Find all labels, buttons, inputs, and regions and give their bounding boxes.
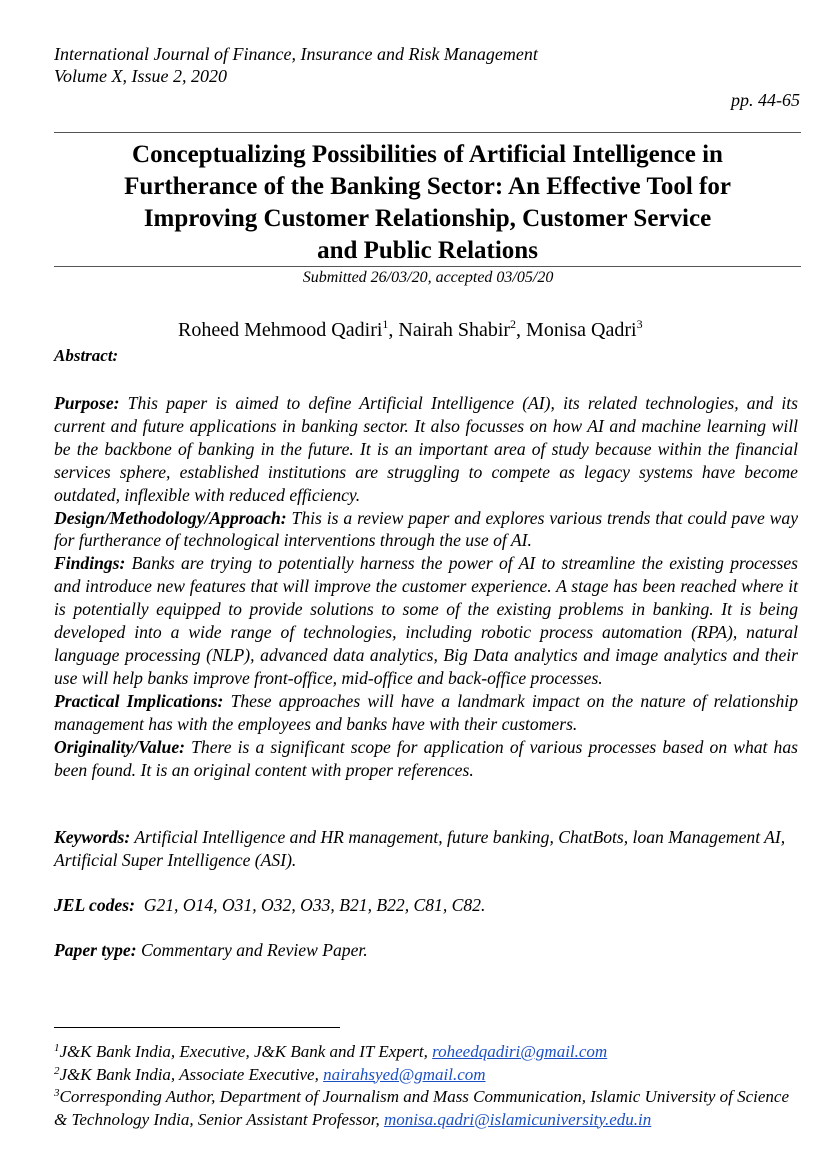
author-list: Roheed Mehmood Qadiri$^1$, Nairah Shabir$^2$, Monisa Qadri$^3$	[178, 317, 643, 341]
jel-codes	[54, 894, 798, 917]
practical-text: These approaches will have a landmark impact on the nature of relationship management has with the employees and banks have with their customers.	[54, 690, 798, 734]
author-affiliation-mark: 3	[636, 317, 643, 331]
title-line: Conceptualizing Possibilities of Artificial Intelligence in	[132, 141, 723, 168]
author-name: Monisa Qadri	[526, 319, 637, 341]
journal-header	[54, 43, 538, 87]
paper-title	[54, 139, 801, 267]
findings-label: Findings:	[54, 553, 126, 574]
findings-text: Banks are trying to potentially harness the power of AI to streamline the existing processes and introduce new features that will improve the customer experience. A stage has been reached where it is potentially equipped to provide solutions to some of the existing problems in banking. It is being developed into a wide range of technologies, including robotic process automation (RPA), natural language processing (NLP), advanced data analytics, Big Data analytics and image analytics and their use will help banks improve front-office, mid-office and back-office processes.	[54, 553, 798, 688]
keywords-label: Keywords:	[54, 827, 131, 847]
footnote-number: 2	[54, 1064, 60, 1077]
page-range: pp. 44-65	[731, 90, 800, 110]
abstract-body	[54, 392, 798, 781]
abstract-heading: Abstract:	[54, 346, 119, 365]
author-name: Roheed Mehmood Qadiri	[178, 319, 383, 341]
originality-label: Originality/Value:	[54, 736, 185, 757]
title-line: and Public Relations	[317, 237, 538, 264]
footnote-text: Corresponding Author, Department of Journalism and Mass Communication, Islamic University of Science & Technology India, Senior Assistant Professor,	[54, 1087, 790, 1129]
jel-text: G21, O14, O31, O32, O33, B21, B22, C81, C82.	[134, 895, 486, 915]
abstract-design	[54, 507, 798, 553]
originality-text: There is a significant scope for application of various processes based on what has been found. It is an original content with proper references.	[54, 736, 798, 780]
paper-type-text: Commentary and Review Paper.	[136, 940, 368, 960]
footnote-number: 3	[54, 1087, 60, 1099]
keywords	[54, 826, 798, 872]
purpose-text: This paper is aimed to define Artificial Intelligence (AI), its related technologies, and its current and future applications in banking sector. It also focusses on how AI and machine learning will be the backbone of banking in the future. It is an important area of study because within the financial services sphere, established institutions are struggling to compete as legacy systems have become outdated, inflexible with reduced efficiency.	[54, 393, 798, 505]
submission-dates: Submitted 26/03/20, accepted 03/05/20	[302, 269, 554, 286]
practical-label: Practical Implications:	[54, 690, 224, 711]
paper-type	[54, 939, 798, 962]
author-affiliation-mark: 2	[510, 317, 517, 331]
paper-type-label: Paper type:	[54, 940, 137, 960]
footnote-text: J&K Bank India, Associate Executive,	[59, 1064, 324, 1084]
author-affiliation-mark: 1	[382, 317, 389, 331]
email-link[interactable]: roheedqadiri@gmail.com	[432, 1042, 608, 1061]
email-link[interactable]: nairahsyed@gmail.com	[323, 1064, 486, 1084]
abstract-findings	[54, 552, 798, 689]
footnotes	[54, 1041, 798, 1131]
journal-volume: Volume X, Issue 2, 2020	[54, 66, 227, 86]
footnote-separator	[54, 1027, 340, 1028]
design-label: Design/Methodology/Approach:	[54, 507, 287, 528]
footnote	[54, 1064, 798, 1087]
title-line: Improving Customer Relationship, Customer Service	[143, 205, 712, 232]
title-line: Furtherance of the Banking Sector: An Effective Tool for	[124, 173, 731, 200]
footnote-text: J&K Bank India, Executive, J&K Bank and IT Expert,	[59, 1042, 433, 1061]
author-name: Nairah Shabir	[398, 319, 511, 341]
abstract-originality	[54, 736, 798, 782]
abstract-purpose	[54, 392, 798, 507]
title-top-rule	[54, 132, 801, 133]
title-bottom-rule	[54, 266, 801, 267]
jel-label: JEL codes:	[54, 895, 135, 915]
purpose-label: Purpose:	[54, 393, 120, 413]
journal-name: International Journal of Finance, Insurance and Risk Management	[54, 44, 538, 64]
keywords-text: Artificial Intelligence and HR management, future banking, ChatBots, loan Management AI, Artificial Super Intelligence (ASI).	[54, 827, 786, 870]
footnote	[54, 1086, 798, 1131]
email-link[interactable]: monisa.qadri@islamicuniversity.edu.in	[383, 1109, 652, 1129]
footnote-number: 1	[54, 1042, 60, 1054]
design-text: This is a review paper and explores various trends that could pave way for furtherance of technological interventions through the use of AI.	[54, 507, 798, 551]
abstract-practical	[54, 690, 798, 736]
footnote	[54, 1041, 798, 1064]
